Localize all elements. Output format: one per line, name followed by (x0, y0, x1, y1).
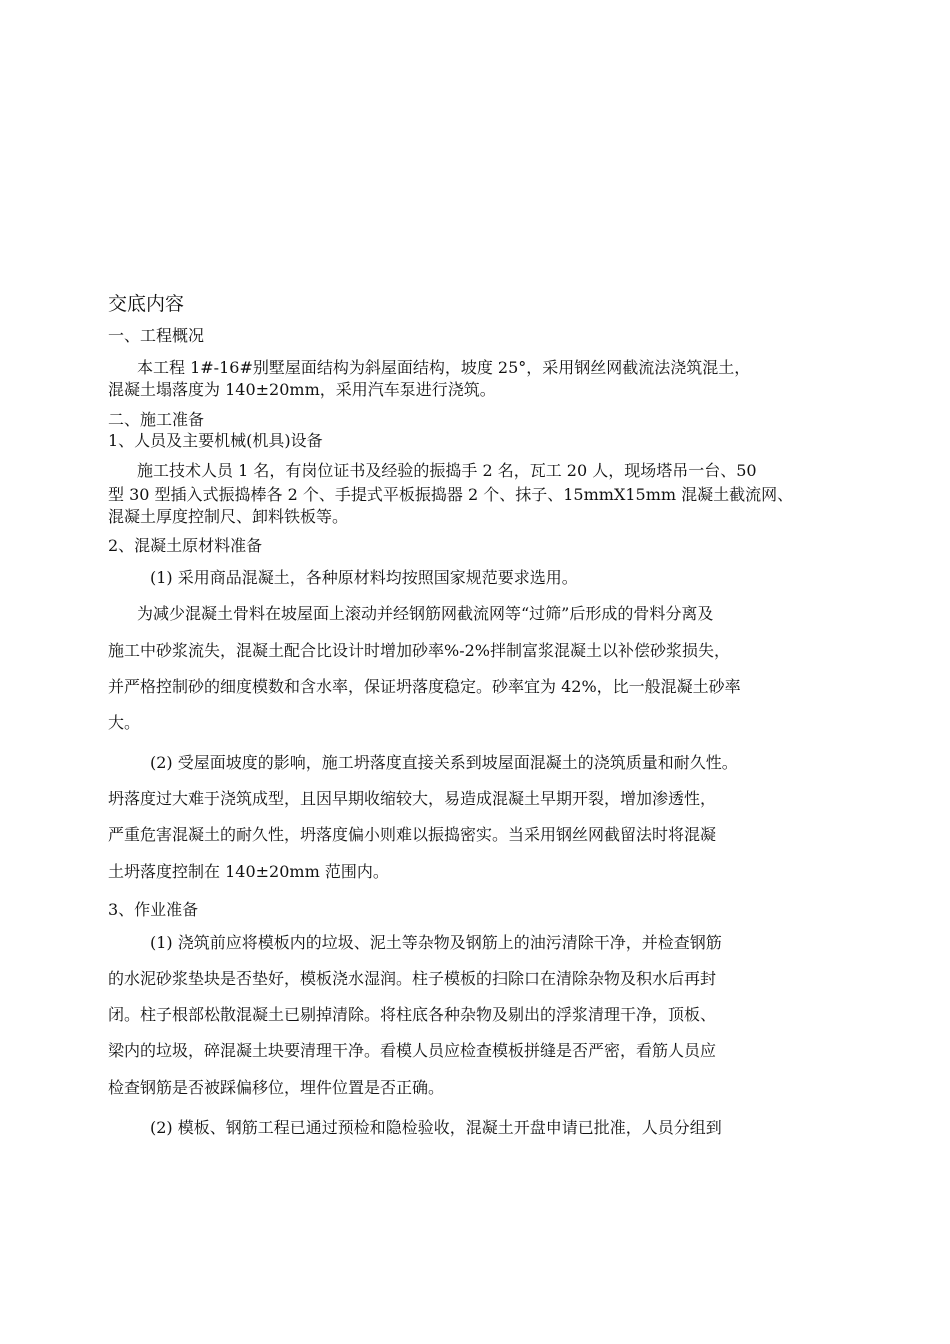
document-title: 交底内容 (108, 293, 185, 315)
paragraph-line: 梁内的垃圾，碎混凝土块要清理干净。看模人员应检查模板拼缝是否严密，看筋人员应 (108, 1041, 717, 1060)
paragraph-line: 并严格控制砂的细度模数和含水率，保证坍落度稳定。砂率宜为 42%，比一般混凝土砂率 (108, 677, 741, 696)
paragraph-line: 土坍落度控制在 140±20mm 范围内。 (108, 862, 389, 881)
subsection-heading-personnel: 1、人员及主要机械(机具)设备 (108, 431, 323, 450)
subsection-heading-materials: 2、混凝土原材料准备 (108, 536, 263, 555)
section-heading-overview: 一、工程概况 (108, 326, 205, 345)
paragraph-line: 的水泥砂浆垫块是否垫好，模板浇水湿润。柱子模板的扫除口在清除杂物及积水后再封 (108, 969, 717, 988)
paragraph-line: 检查钢筋是否被踩偏移位，埋件位置是否正确。 (108, 1078, 445, 1097)
list-item: (2) 模板、钢筋工程已通过预检和隐检验收，混凝土开盘申请已批准，人员分组到 (150, 1118, 722, 1137)
list-item: (2) 受屋面坡度的影响，施工坍落度直接关系到坡屋面混凝土的浇筑质量和耐久性。 (150, 753, 738, 772)
paragraph-line: 混凝土厚度控制尺、卸料铁板等。 (108, 507, 349, 526)
list-item: (1) 浇筑前应将模板内的垃圾、泥土等杂物及钢筋上的油污清除干净，并检查钢筋 (150, 933, 722, 952)
paragraph-line: 施工中砂浆流失，混凝土配合比设计时增加砂率%-2%拌制富浆混凝土以补偿砂浆损失， (108, 641, 730, 660)
paragraph-line: 本工程 1#-16#别墅屋面结构为斜屋面结构，坡度 25°，采用钢丝网截流法浇筑混土， (137, 358, 751, 377)
paragraph-line: 坍落度过大难于浇筑成型，且因早期收缩较大，易造成混凝土早期开裂，增加渗透性， (108, 789, 717, 808)
paragraph-line: 闭。柱子根部松散混凝土已剔掉清除。将柱底各种杂物及剔出的浮浆清理干净，顶板、 (108, 1005, 717, 1024)
paragraph-line: 严重危害混凝土的耐久性，坍落度偏小则难以振捣密实。当采用钢丝网截留法时将混凝 (108, 825, 717, 844)
subsection-heading-work-prep: 3、作业准备 (108, 900, 199, 919)
paragraph-line: 型 30 型插入式振捣棒各 2 个、手提式平板振捣器 2 个、抹子、15mmX15mm 混凝土截流网、 (108, 485, 794, 504)
section-heading-preparation: 二、施工准备 (108, 410, 205, 429)
paragraph-line: 为减少混凝土骨料在坡屋面上滚动并经钢筋网截流网等“过筛”后形成的骨料分离及 (137, 604, 714, 623)
paragraph-line: 施工技术人员 1 名，有岗位证书及经验的振捣手 2 名，瓦工 20 人，现场塔吊一台、50 (137, 461, 757, 480)
paragraph-line: 大。 (108, 713, 141, 732)
paragraph-line: 混凝土塌落度为 140±20mm，采用汽车泵进行浇筑。 (108, 380, 496, 399)
list-item: (1) 采用商品混凝土，各种原材料均按照国家规范要求选用。 (150, 568, 578, 587)
